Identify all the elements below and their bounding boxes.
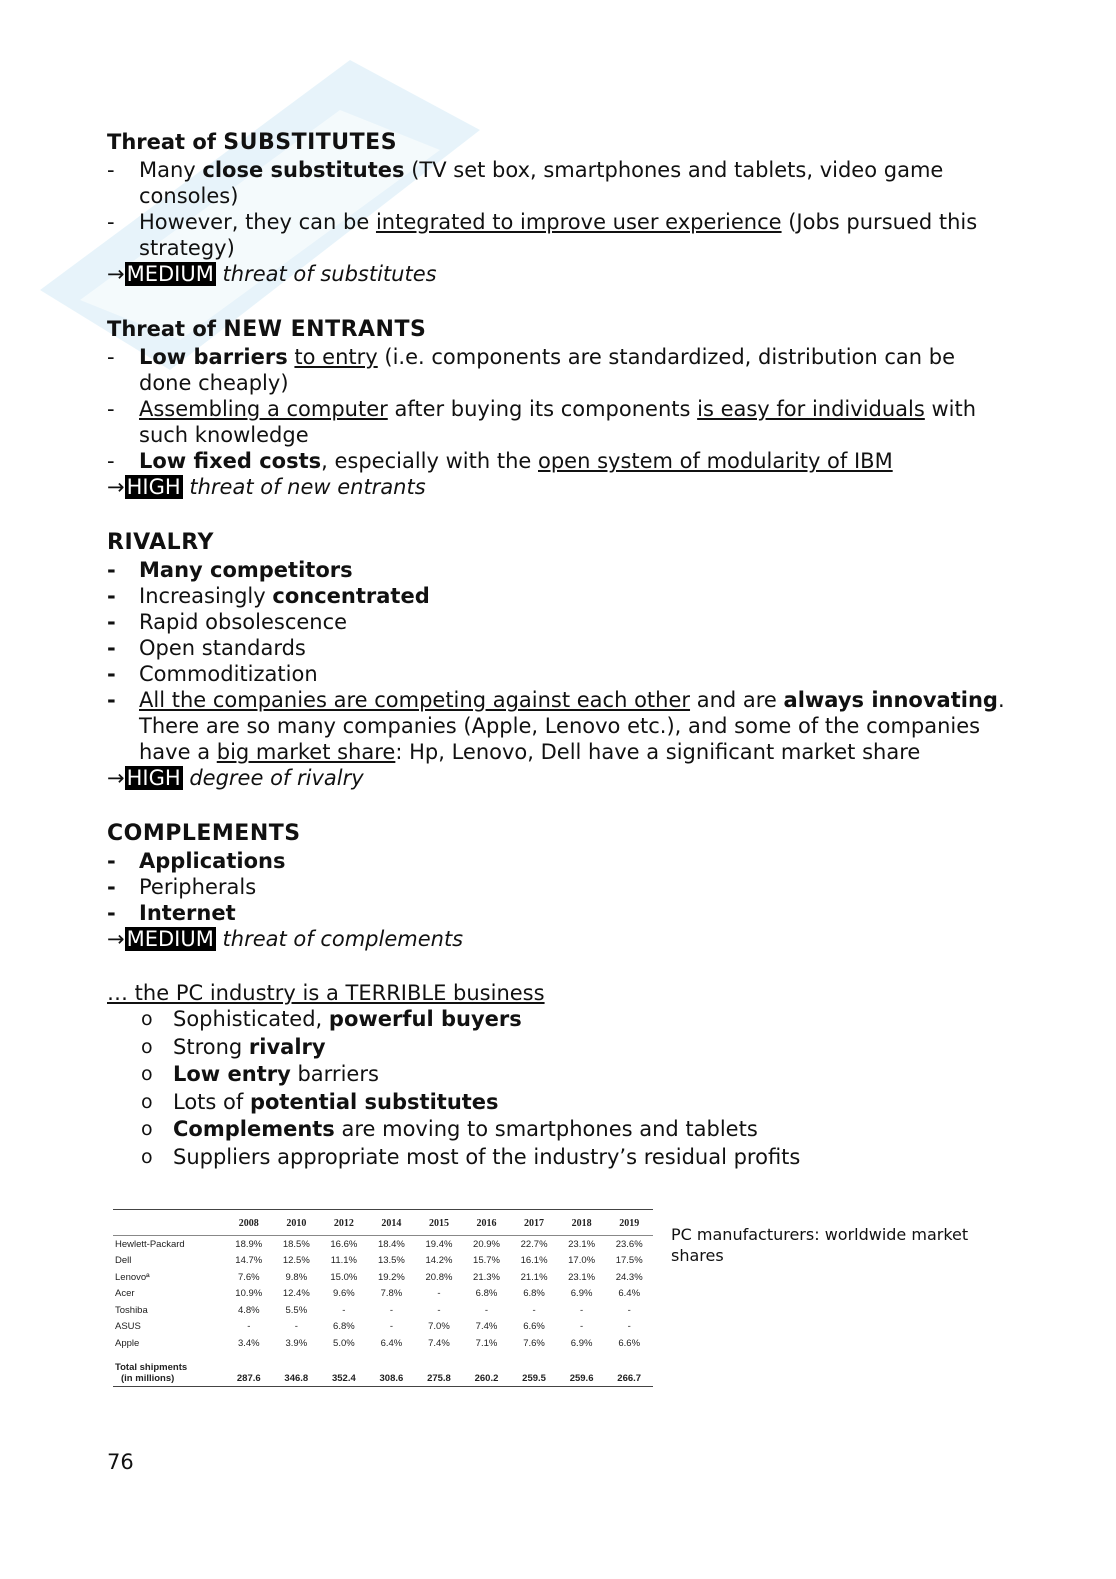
share-cell: 6.8% [475, 1288, 498, 1300]
total-cell: 266.7 [617, 1372, 642, 1384]
share-cell: 6.8% [333, 1321, 355, 1333]
year-header: 2018 [571, 1218, 592, 1229]
total-label-line: Total shipments [115, 1361, 188, 1373]
level-badge: HIGH [126, 475, 181, 499]
company-name: ASUS [115, 1321, 141, 1333]
company-name: Apple [115, 1337, 140, 1349]
share-cell: - [247, 1321, 251, 1333]
share-cell: 6.4% [618, 1288, 641, 1300]
share-cell: - [437, 1288, 441, 1300]
share-cell: 3.4% [237, 1337, 260, 1349]
share-cell: 10.9% [235, 1288, 263, 1300]
list-item: - Commoditization [107, 662, 318, 686]
table-row [113, 1302, 653, 1319]
share-cell: 18.4% [377, 1238, 405, 1250]
summary-item: o Sophisticated, powerful buyers [141, 1007, 522, 1031]
share-cell: 6.8% [523, 1288, 545, 1300]
share-cell: 7.8% [380, 1288, 403, 1300]
share-cell: 9.8% [285, 1271, 308, 1283]
conclusion-complements: →MEDIUM threat of complements [107, 927, 464, 951]
company-name: Lenovoª [115, 1271, 150, 1283]
share-cell: 4.8% [237, 1304, 260, 1316]
share-cell: - [437, 1304, 441, 1316]
section-entrants-title: Threat of NEW ENTRANTS [107, 317, 427, 342]
share-cell: 7.1% [475, 1337, 498, 1349]
share-cell: 22.7% [520, 1238, 548, 1250]
table-row [113, 1269, 653, 1286]
table-row [113, 1253, 653, 1270]
summary-item: o Suppliers appropriate most of the industry’s residual profits [141, 1144, 801, 1169]
total-label [113, 1352, 225, 1387]
share-cell: 6.6% [523, 1321, 545, 1333]
table-corner [113, 1210, 225, 1236]
section-substitutes-title: Threat of SUBSTITUTES [107, 130, 398, 155]
share-cell: 14.7% [235, 1255, 263, 1267]
share-cell: 18.9% [235, 1238, 263, 1250]
share-cell: - [389, 1321, 393, 1333]
share-cell: 21.1% [520, 1271, 548, 1283]
share-cell: 20.9% [473, 1238, 500, 1250]
list-item: - Open standards [107, 636, 306, 660]
share-cell: 7.6% [237, 1271, 260, 1283]
list-item: - However, they can be integrated to improve user experience (Jobs pursued this strategy) [107, 210, 978, 260]
list-item: - All the companies are competing against each other and are always innovating. There are so many companies (Apple, Lenovo etc.), and some of the companies have a big market share: Hp, Lenovo, Dell have a significant market share [107, 688, 1005, 764]
level-badge: MEDIUM [126, 927, 214, 951]
summary-item: o Complements are moving to smartphones and tablets [141, 1117, 758, 1141]
share-cell: 12.5% [282, 1255, 310, 1267]
company-name: Dell [115, 1255, 132, 1267]
share-cell: 23.1% [568, 1238, 596, 1250]
list-item: - Low fixed costs, especially with the open system of modularity of IBM [107, 449, 893, 473]
summary-heading: … the PC industry is a TERRIBLE business [107, 981, 545, 1005]
share-cell: 21.3% [473, 1271, 500, 1283]
document-body [107, 128, 1007, 1171]
year-header: 2010 [286, 1218, 307, 1229]
share-cell: - [532, 1304, 536, 1316]
list-item: - Increasingly concentrated [107, 584, 430, 608]
share-cell: - [580, 1304, 584, 1316]
share-cell: 12.4% [282, 1288, 310, 1300]
share-cell: - [627, 1321, 631, 1333]
conclusion-substitutes: →MEDIUM threat of substitutes [107, 262, 437, 286]
share-cell: 19.4% [425, 1238, 453, 1250]
level-badge: HIGH [126, 766, 181, 790]
total-cell: 275.8 [427, 1372, 451, 1384]
share-cell: 14.2% [425, 1255, 453, 1267]
total-cell: 346.8 [284, 1372, 309, 1384]
share-cell: 18.5% [282, 1238, 310, 1250]
year-header: 2016 [476, 1218, 497, 1229]
share-cell: 17.0% [568, 1255, 596, 1267]
total-label-line: (in millions) [121, 1372, 175, 1384]
section-rivalry-title: RIVALRY [107, 530, 214, 555]
list-item: - Many competitors [107, 558, 353, 582]
share-cell: 6.6% [618, 1337, 641, 1349]
share-cell: 19.2% [377, 1271, 405, 1283]
share-cell: - [342, 1304, 346, 1316]
table-row [113, 1286, 653, 1303]
share-cell: 13.5% [377, 1255, 405, 1267]
share-cell: 11.1% [330, 1255, 357, 1267]
summary-item: o Lots of potential substitutes [141, 1089, 499, 1114]
page-number: 76 [107, 1450, 134, 1474]
share-cell: 7.6% [523, 1337, 545, 1349]
share-cell: 23.6% [615, 1238, 643, 1250]
list-item: - Internet [107, 901, 236, 925]
share-cell: 17.5% [615, 1255, 643, 1267]
table-row [113, 1335, 653, 1352]
share-cell: 7.4% [475, 1321, 498, 1333]
list-item: - Low barriers to entry (i.e. components are standardized, distribution can be done cheaply) [107, 345, 956, 395]
share-cell: 16.1% [520, 1255, 548, 1267]
share-cell: 24.3% [615, 1271, 643, 1283]
share-cell: - [484, 1304, 489, 1316]
list-item: - Many close substitutes (TV set box, smartphones and tablets, video game consoles) [107, 158, 944, 208]
share-cell: 7.0% [428, 1321, 450, 1333]
share-cell: - [389, 1304, 393, 1316]
share-cell: - [294, 1321, 298, 1333]
total-cell: 260.2 [474, 1372, 499, 1384]
share-cell: - [627, 1304, 631, 1316]
total-cell: 259.5 [522, 1372, 546, 1384]
year-header: 2015 [428, 1218, 449, 1229]
share-cell: 6.9% [570, 1337, 593, 1349]
total-row [113, 1352, 653, 1387]
section-complements-title: COMPLEMENTS [107, 821, 301, 846]
year-header: 2012 [333, 1218, 354, 1229]
table-row [113, 1236, 653, 1253]
share-cell: 3.9% [285, 1337, 308, 1349]
list-item: - Rapid obsolescence [107, 610, 348, 634]
company-name: Acer [115, 1288, 135, 1300]
share-cell: 6.4% [380, 1337, 403, 1349]
year-header: 2019 [619, 1218, 640, 1229]
total-cell: 259.6 [569, 1372, 594, 1384]
conclusion-entrants: →HIGH threat of new entrants [107, 475, 426, 499]
share-cell: 5.0% [333, 1337, 355, 1349]
share-cell: 5.5% [285, 1304, 308, 1316]
share-cell: 15.7% [473, 1255, 500, 1267]
share-cell: 16.6% [330, 1238, 358, 1250]
share-cell: 23.1% [568, 1271, 596, 1283]
share-cell: 20.8% [425, 1271, 453, 1283]
list-item: - Applications [107, 849, 286, 873]
list-item: - Assembling a computer after buying its components is easy for individuals with such knowledge [107, 397, 977, 447]
company-name: Hewlett-Packard [115, 1238, 185, 1250]
level-badge: MEDIUM [126, 262, 214, 286]
year-header: 2008 [238, 1218, 259, 1229]
share-cell: - [580, 1321, 584, 1333]
total-cell: 308.6 [379, 1372, 404, 1384]
table-caption: PC manufacturers: worldwide market shares [671, 1225, 969, 1265]
total-cell: 287.6 [236, 1372, 261, 1384]
total-cell: 352.4 [331, 1372, 356, 1384]
year-header: 2017 [524, 1218, 545, 1229]
market-share-table [113, 1209, 653, 1387]
summary-item: o Strong rivalry [141, 1034, 326, 1059]
table-row [113, 1319, 653, 1336]
summary-item: o Low entry barriers [141, 1062, 379, 1086]
share-cell: 9.6% [333, 1288, 355, 1300]
share-cell: 6.9% [570, 1288, 593, 1300]
company-name: Toshiba [115, 1304, 148, 1316]
conclusion-rivalry: →HIGH degree of rivalry [107, 766, 364, 790]
share-cell: 7.4% [428, 1337, 450, 1349]
year-header: 2014 [381, 1218, 402, 1229]
share-cell: 15.0% [330, 1271, 358, 1283]
list-item: - Peripherals [107, 875, 257, 899]
